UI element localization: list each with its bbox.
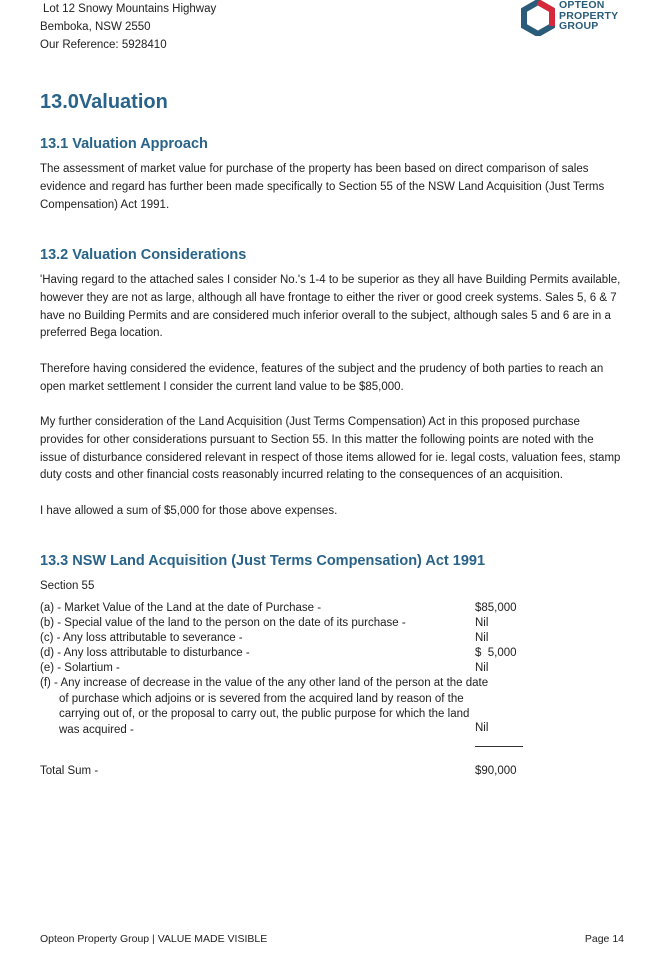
item-value: Nil: [475, 632, 489, 644]
address-line-1: Lot 12 Snowy Mountains Highway: [43, 3, 217, 15]
item-label: (f) - Any increase of decrease in the value of the any other land of the person at the date of purchase which adjoins or is severed from the acquired land by reason of the carrying out of, or the proposal to carry out, the public purpose for which the land was acquired -: [40, 677, 489, 736]
item-value: Nil: [475, 722, 489, 734]
item-label: (a) - Market Value of the Land at the date of Purchase -: [40, 602, 322, 614]
item-label: (d) - Any loss attributable to disturbance -: [40, 647, 250, 659]
item-label: (e) - Solartium -: [40, 662, 120, 674]
heading-valuation-approach: 13.1 Valuation Approach: [40, 136, 208, 152]
heading-land-acquisition-act: 13.3 NSW Land Acquisition (Just Terms Compensation) Act 1991: [40, 553, 486, 569]
reference-number: Our Reference: 5928410: [40, 39, 167, 51]
item-value: $ 5,000: [475, 647, 517, 659]
considerations-paragraph-1: 'Having regard to the attached sales I consider No.'s 1-4 to be superior as they all have Building Permits available, however they are not as large, although all have frontage to either the river or good creek systems. Sales 5, 6 & 7 have no Building Permits and are considered much inferior overall to the subject, although sales 5 and 6 are in a preferred Bega location.: [40, 274, 621, 340]
page-footer: [40, 933, 624, 945]
considerations-paragraph-2: Therefore having considered the evidence, features of the subject and the prudency of both parties to reach an open market settlement I consider the current land value to be $85,000.: [40, 363, 604, 393]
item-value: Nil: [475, 617, 489, 629]
page-number: Page 14: [584, 933, 624, 945]
section-55-label: Section 55: [40, 580, 95, 592]
total-label: Total Sum -: [40, 765, 99, 777]
considerations-paragraph-3: My further consideration of the Land Acquisition (Just Terms Compensation) Act in this proposed purchase provides for other considerations pursuant to Section 55. In this matter the following points are noted with the issue of disturbance considered relevant in respect of those items allowed for ie. legal costs, valuation fees, stamp duty costs and other financial costs reasonably incurred relating to the consequences of an acquisition.: [40, 416, 621, 482]
approach-paragraph: The assessment of market value for purchase of the property has been based on direct comparison of sales evidence and regard has further been made specifically to Section 55 of the NSW Land Acquisition (Just Terms Compensation) Act 1991.: [40, 163, 605, 211]
footer-tagline: Opteon Property Group | VALUE MADE VISIBLE: [40, 933, 268, 945]
logo-text-1: OPTEON: [559, 0, 605, 11]
section-title: 13.0Valuation: [40, 91, 168, 113]
item-label: (c) - Any loss attributable to severance -: [40, 632, 243, 644]
logo-text-3: GROUP: [559, 20, 599, 32]
address-line-2: Bemboka, NSW 2550: [40, 21, 151, 33]
total-divider: [475, 746, 523, 747]
item-value: $85,000: [475, 602, 517, 614]
total-value: $90,000: [475, 765, 517, 777]
address-block: [40, 0, 216, 54]
logo-mark-icon: [520, 0, 556, 36]
logo-text-2: PROPERTY: [559, 9, 619, 22]
considerations-paragraph-4: I have allowed a sum of $5,000 for those above expenses.: [40, 505, 338, 517]
opteon-logo: [520, 0, 640, 36]
item-label: (b) - Special value of the land to the person on the date of its purchase -: [40, 617, 406, 629]
heading-valuation-considerations: 13.2 Valuation Considerations: [40, 247, 247, 263]
item-value: Nil: [475, 662, 489, 674]
